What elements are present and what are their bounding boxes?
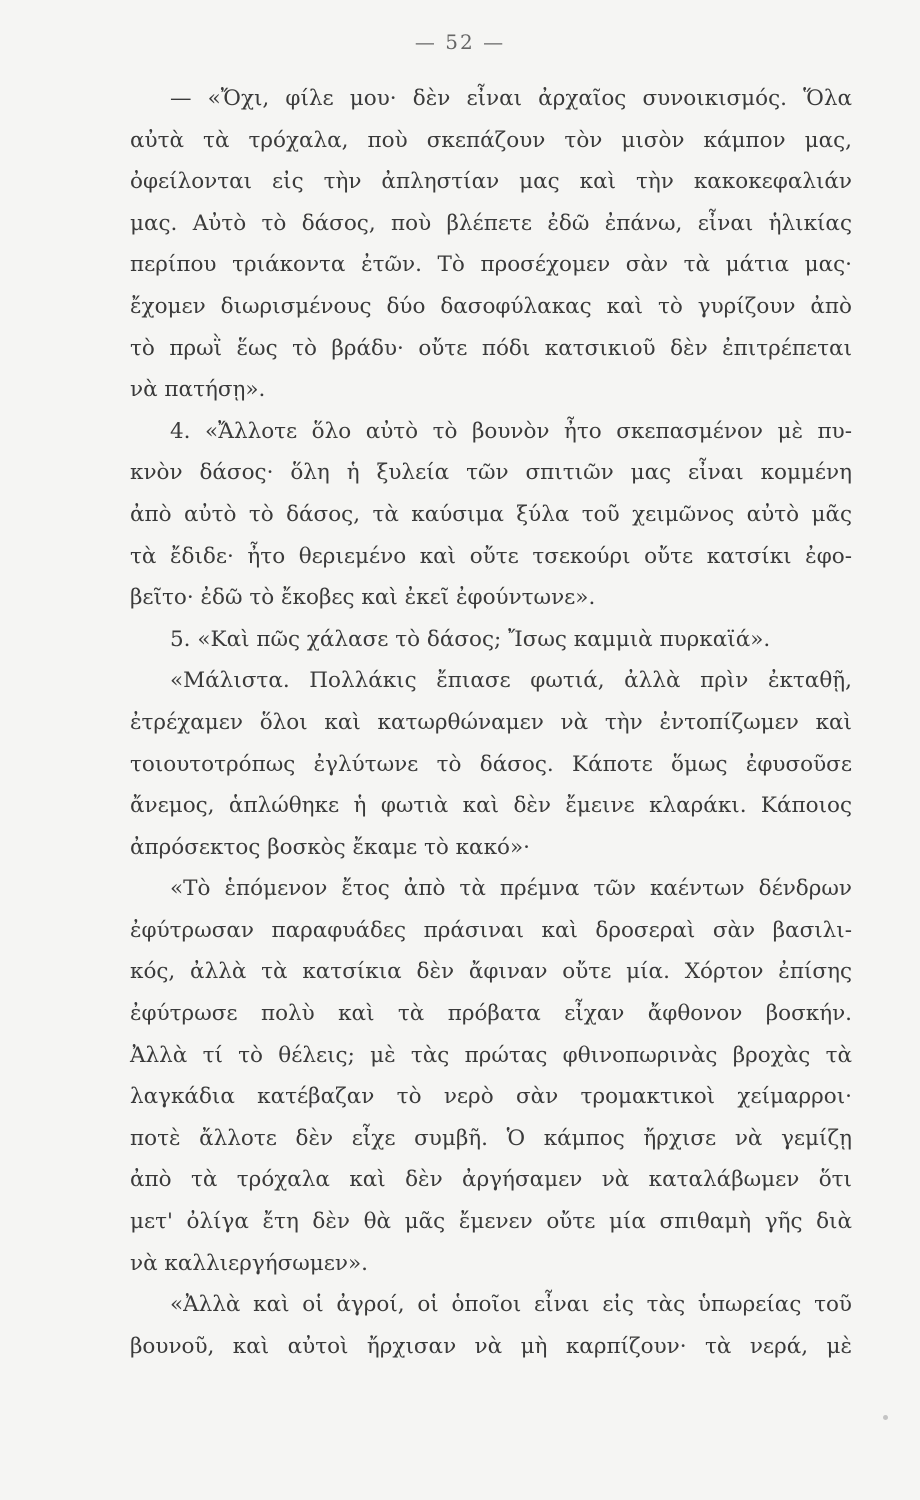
text-line: τοιουτοτρόπως ἐγλύτωνε τὸ δάσος. Κάποτε ὅμως ἐφυσοῦσε bbox=[130, 751, 852, 777]
text-line: Ἀλλὰ τί τὸ θέλεις; μὲ τὰς πρώτας φθινοπωρινὰς βροχὰς τὰ bbox=[130, 1042, 852, 1068]
text-line: ἐτρέχαμεν ὅλοι καὶ κατωρθώναμεν νὰ τὴν ἐντοπίζωμεν καὶ bbox=[130, 709, 852, 735]
text-line: νὰ πατήσῃ». bbox=[130, 377, 266, 403]
text-line: τὰ ἔδιδε· ἦτο θεριεμένο καὶ οὔτε τσεκούρι οὔτε κατσίκι ἐφο- bbox=[130, 543, 852, 569]
text-line: ὀφείλονται εἰς τὴν ἀπληστίαν μας καὶ τὴν κακοκεφαλιάν bbox=[130, 169, 852, 195]
ink-speck bbox=[883, 1415, 888, 1420]
text-line: ἀπὸ αὐτὸ τὸ δάσος, τὰ καύσιμα ξύλα τοῦ χειμῶνος αὐτὸ μᾶς bbox=[130, 501, 852, 527]
text-line: ἀπὸ τὰ τρόχαλα καὶ δὲν ἀργήσαμεν νὰ καταλάβωμεν ὅτι bbox=[130, 1167, 852, 1193]
text-line: ἀπρόσεκτος βοσκὸς ἔκαμε τὸ κακό»· bbox=[130, 834, 530, 860]
text-line: νὰ καλλιεργήσωμεν». bbox=[130, 1250, 368, 1276]
text-line: μας. Αὐτὸ τὸ δάσος, ποὺ βλέπετε ἐδῶ ἐπάνω, εἶναι ἡλικίας bbox=[130, 210, 852, 236]
text-line: ἄνεμος, ἁπλώθηκε ἡ φωτιὰ καὶ δὲν ἔμεινε κλαράκι. Κάποιος bbox=[130, 793, 852, 819]
text-line: ἐφύτρωσε πολὺ καὶ τὰ πρόβατα εἶχαν ἄφθονον βοσκήν. bbox=[130, 1001, 852, 1027]
page-number: — 52 — bbox=[414, 30, 506, 54]
text-line: 4. «Ἄλλοτε ὅλο αὐτὸ τὸ βουνὸν ἦτο σκεπασμένον μὲ πυ- bbox=[170, 418, 852, 444]
text-line: τὸ πρωῒ ἕως τὸ βράδυ· οὔτε πόδι κατσικιοῦ δὲν ἐπιτρέπεται bbox=[130, 335, 852, 361]
text-line: «Μάλιστα. Πολλάκις ἔπιασε φωτιά, ἀλλὰ πρὶν ἐκταθῇ, bbox=[170, 668, 852, 694]
text-line: βουνοῦ, καὶ αὐτοὶ ἤρχισαν νὰ μὴ καρπίζουν· τὰ νερά, μὲ bbox=[130, 1333, 852, 1359]
text-line: κνὸν δάσος· ὅλη ἡ ξυλεία τῶν σπιτιῶν μας εἶναι κομμένη bbox=[130, 460, 852, 486]
body-text bbox=[130, 78, 852, 1367]
text-line: αὐτὰ τὰ τρόχαλα, ποὺ σκεπάζουν τὸν μισὸν κάμπον μας, bbox=[130, 127, 852, 153]
text-line: κός, ἀλλὰ τὰ κατσίκια δὲν ἄφιναν οὔτε μία. Χόρτον ἐπίσης bbox=[130, 959, 852, 985]
text-line: βεῖτο· ἐδῶ τὸ ἔκοβες καὶ ἐκεῖ ἐφούντωνε». bbox=[130, 585, 596, 611]
text-line: ἔχομεν διωρισμένους δύο δασοφύλακας καὶ τὸ γυρίζουν ἀπὸ bbox=[130, 293, 852, 319]
text-line: ποτὲ ἄλλοτε δὲν εἶχε συμβῆ. Ὁ κάμπος ἤρχισε νὰ γεμίζῃ bbox=[130, 1125, 852, 1151]
text-line: — «Ὄχι, φίλε μου· δὲν εἶναι ἀρχαῖος συνοικισμός. Ὅλα bbox=[170, 86, 852, 111]
text-line: 5. «Καὶ πῶς χάλασε τὸ δάσος; Ἴσως καμμιὰ πυρκαϊά». bbox=[170, 626, 771, 652]
text-line: μετ' ὀλίγα ἔτη δὲν θὰ μᾶς ἔμενεν οὔτε μία σπιθαμὴ γῆς διὰ bbox=[130, 1209, 852, 1235]
text-line: «Τὸ ἑπόμενον ἔτος ἀπὸ τὰ πρέμνα τῶν καέντων δένδρων bbox=[170, 876, 852, 902]
text-line: ἐφύτρωσαν παραφυάδες πράσιναι καὶ δροσεραὶ σὰν βασιλι- bbox=[130, 917, 852, 943]
text-line: λαγκάδια κατέβαζαν τὸ νερὸ σὰν τρομακτικοὶ χείμαρροι· bbox=[130, 1084, 852, 1110]
text-line: «Ἀλλὰ καὶ οἱ ἀγροί, οἱ ὁποῖοι εἶναι εἰς τὰς ὑπωρείας τοῦ bbox=[170, 1292, 852, 1318]
text-line: περίπου τριάκοντα ἐτῶν. Τὸ προσέχομεν σὰν τὰ μάτια μας· bbox=[130, 252, 852, 278]
